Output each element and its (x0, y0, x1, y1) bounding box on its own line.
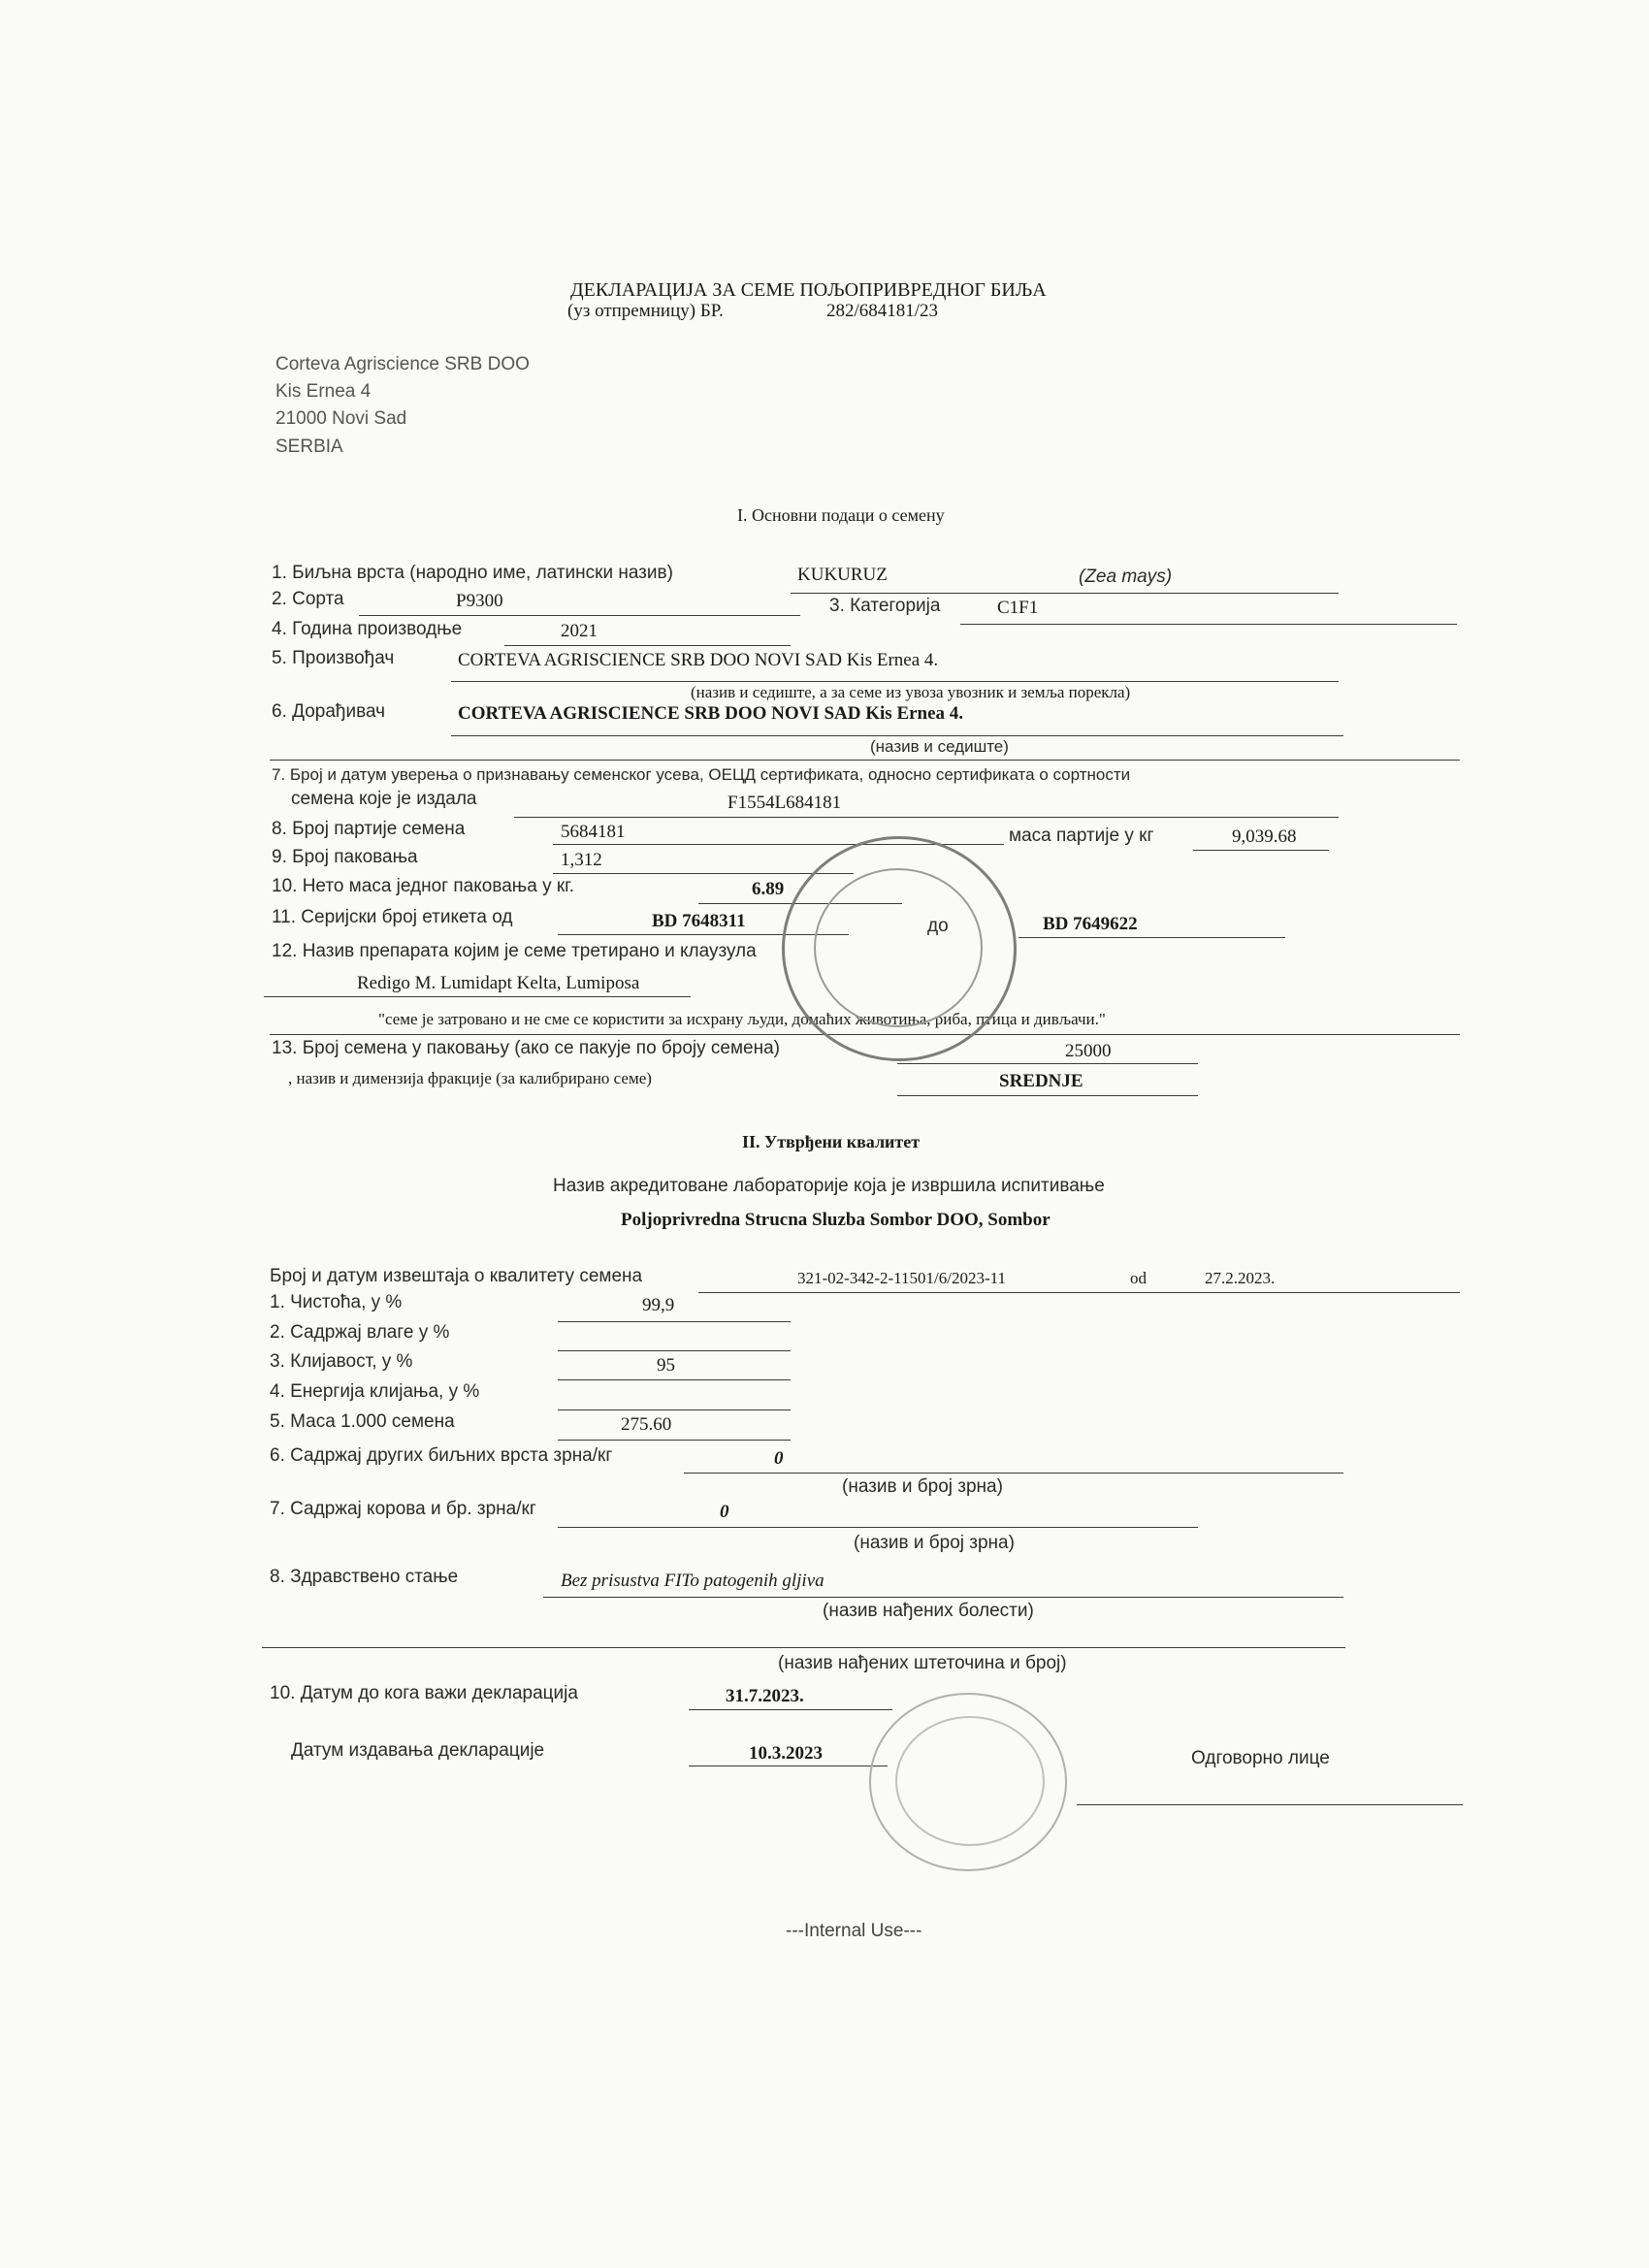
field9-value: 1,312 (561, 850, 602, 870)
company-city: 21000 Novi Sad (275, 408, 407, 429)
document-number: 282/684181/23 (826, 301, 939, 321)
quality5-label: 5. Маса 1.000 семена (270, 1411, 455, 1432)
field13-label: 13. Број семена у паковању (ако се пакује по броју семена) (272, 1038, 781, 1058)
quality3-value: 95 (657, 1355, 675, 1376)
quality5-value: 275.60 (621, 1414, 672, 1435)
field5-note: (назив и седиште, а за семе из увоза увозник и земља порекла) (691, 683, 1131, 701)
lab-label: Назив акредитоване лабораторије која је извршила испитивање (553, 1176, 1105, 1196)
responsible-person-label: Одговорно лице (1191, 1748, 1330, 1768)
document-title: ДЕКЛАРАЦИЈА ЗА СЕМЕ ПОЉОПРИВРЕДНОГ БИЉА (570, 279, 1047, 301)
field4-value: 2021 (561, 621, 598, 641)
quality8-note-pests: (назив нађених штеточина и број) (778, 1653, 1067, 1673)
validity-value: 31.7.2023. (726, 1686, 804, 1706)
field11-label: 11. Серијски број етикета од (272, 907, 513, 927)
validity-label: 10. Датум до кога важи декларација (270, 1683, 578, 1703)
report-label: Број и датум извештаја о квалитету семена (270, 1266, 643, 1286)
section2-heading: II. Утврђени квалитет (742, 1132, 921, 1151)
field12-value: Redigo M. Lumidapt Kelta, Lumiposa (357, 973, 640, 993)
field8-value: 5684181 (561, 822, 626, 842)
field1-latin: (Zea mays) (1079, 567, 1173, 587)
section1-heading: I. Основни подаци о семену (737, 505, 945, 525)
field11-to-label: до (927, 916, 949, 936)
internal-use-note: ---Internal Use--- (786, 1921, 922, 1941)
field11-to: BD 7649622 (1043, 914, 1138, 934)
quality6-note: (назив и број зрна) (842, 1476, 1003, 1497)
field2-label: 2. Сорта (272, 589, 344, 609)
quality7-note: (назив и број зрна) (854, 1533, 1015, 1553)
quality6-value: 0 (774, 1448, 784, 1469)
field13-value: 25000 (1065, 1041, 1112, 1061)
field13b-label: , назив и димензија фракције (за калибрирано семе) (288, 1069, 652, 1087)
field6-note: (назив и седиште) (870, 737, 1009, 756)
field10-value: 6.89 (752, 879, 785, 899)
official-stamp (782, 836, 1017, 1061)
quality8-label: 8. Здравствено стање (270, 1567, 459, 1587)
lab-name: Poljoprivredna Strucna Sluzba Sombor DOO, Sombor (621, 1210, 1051, 1230)
quality2-label: 2. Садржај влаге у % (270, 1322, 450, 1343)
field7-value: F1554L684181 (728, 793, 842, 813)
field4-label: 4. Година производње (272, 619, 463, 639)
quality4-label: 4. Енергија клијања, у % (270, 1381, 480, 1402)
quality8-value: Bez prisustva FITo patogenih gljiva (561, 1571, 824, 1591)
company-country: SERBIA (275, 437, 343, 457)
field8-mass-value: 9,039.68 (1232, 826, 1297, 847)
issue-date-label: Датум издавања декларације (291, 1740, 545, 1761)
field5-label: 5. Произвођач (272, 648, 395, 668)
company-name: Corteva Agriscience SRB DOO (275, 354, 530, 374)
issue-date-value: 10.3.2023 (749, 1743, 823, 1764)
quality1-value: 99,9 (642, 1295, 675, 1315)
field9-label: 9. Број паковања (272, 847, 418, 867)
quality8-note-diseases: (назив нађених болести) (823, 1601, 1034, 1621)
field12-label: 12. Назив препарата којим је семе третирано и клаузула (272, 941, 757, 961)
field12-clause: "семе је затровано и не сме се користити за исхрану људи, домаћих животиња, риба, птица и дивљачи." (378, 1010, 1106, 1028)
field5-value: CORTEVA AGRISCIENCE SRB DOO NOVI SAD Kis Ernea 4. (458, 650, 939, 670)
field1-label: 1. Биљна врста (народно име, латински назив) (272, 563, 673, 583)
field6-label: 6. Дорађивач (272, 701, 386, 722)
company-stamp (869, 1693, 1067, 1871)
quality7-label: 7. Садржај корова и бр. зрна/кг (270, 1499, 536, 1519)
report-number: 321-02-342-2-11501/6/2023-11 (797, 1269, 1006, 1287)
report-date: 27.2.2023. (1205, 1269, 1276, 1287)
quality7-value: 0 (720, 1502, 729, 1522)
field10-label: 10. Нето маса једног паковања у кг. (272, 876, 575, 896)
quality3-label: 3. Клијавост, у % (270, 1351, 413, 1372)
quality1-label: 1. Чистоћа, у % (270, 1292, 403, 1312)
report-od: od (1130, 1269, 1147, 1287)
document-subtitle: (уз отпремницу) БР. (567, 301, 724, 321)
field1-value: KUKURUZ (797, 565, 888, 585)
field7-label-line2: семена које је издала (291, 789, 477, 809)
field13b-value: SREDNJE (999, 1071, 1083, 1091)
field8-mass-label: маса партије у кг (1009, 826, 1154, 846)
field3-label: 3. Категорија (829, 596, 941, 616)
field11-from: BD 7648311 (652, 911, 746, 931)
field8-label: 8. Број партије семена (272, 819, 466, 839)
quality6-label: 6. Садржај других биљних врста зрна/кг (270, 1445, 613, 1466)
company-street: Kis Ernea 4 (275, 381, 372, 402)
field2-value: P9300 (456, 591, 503, 611)
field6-value: CORTEVA AGRISCIENCE SRB DOO NOVI SAD Kis Ernea 4. (458, 703, 964, 724)
field7-label-line1: 7. Број и датум уверења о признавању семенског усева, ОЕЦД сертификата, односно сертификата о сортности (272, 765, 1131, 784)
field3-value: C1F1 (997, 598, 1039, 618)
